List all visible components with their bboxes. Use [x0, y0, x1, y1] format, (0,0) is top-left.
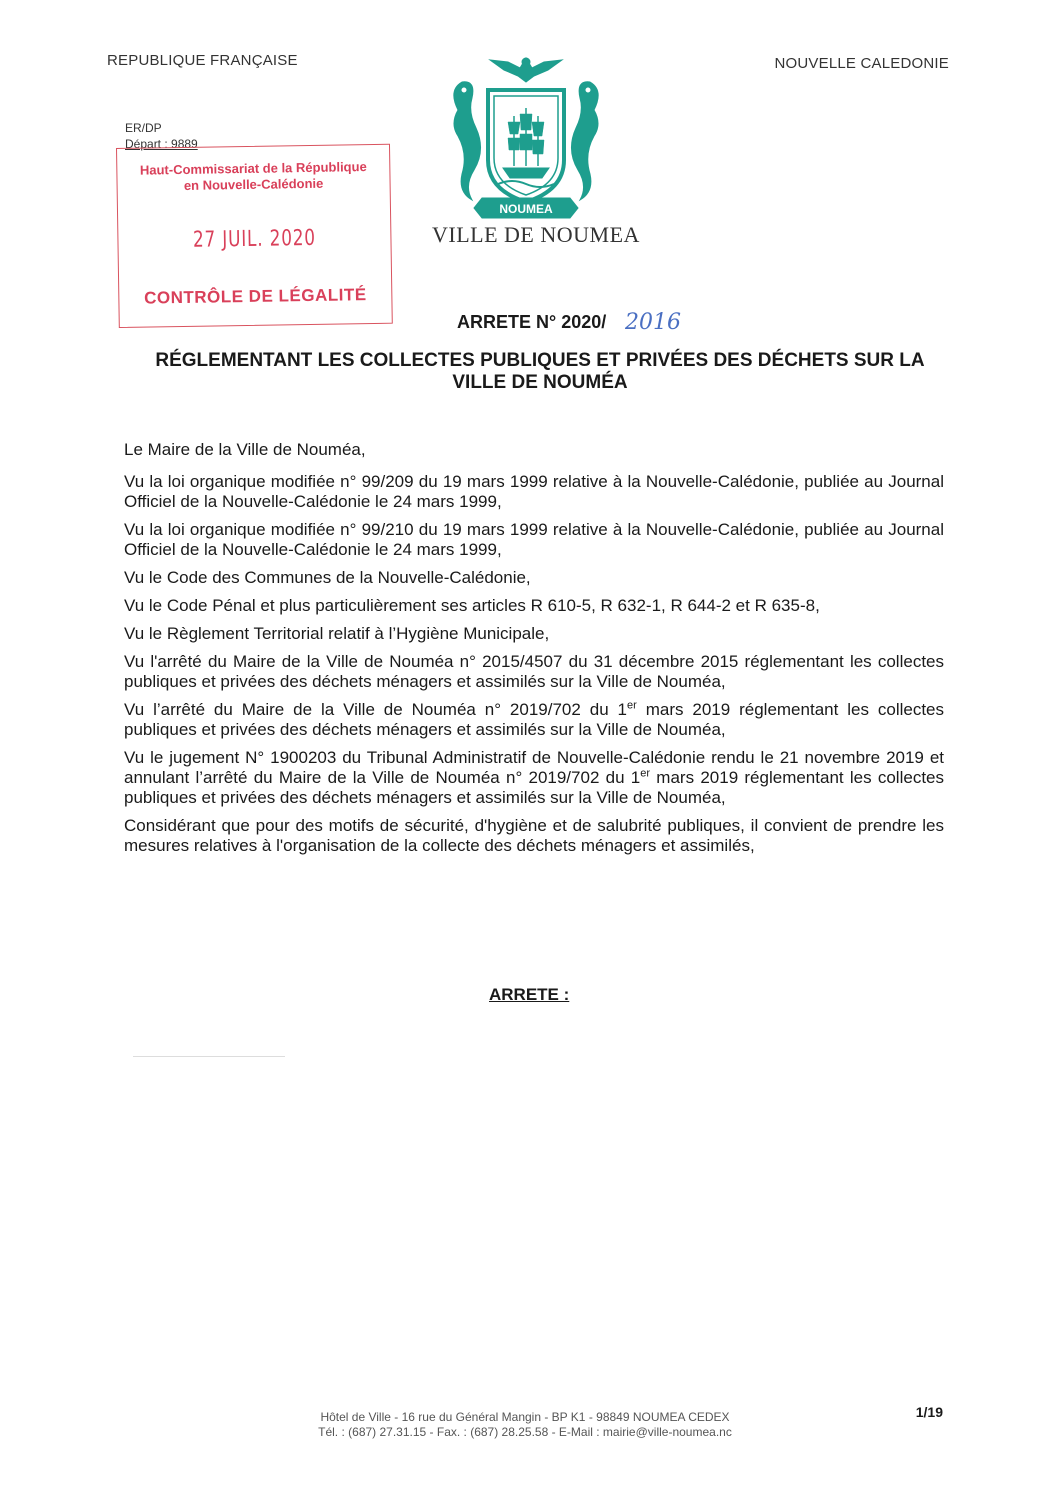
body-vu-reglement: Vu le Règlement Territorial relatif à l’Hygiène Municipale,: [124, 624, 550, 643]
body-intro: Le Maire de la Ville de Nouméa,: [124, 440, 366, 459]
body-vu-arrete-2015: Vu l'arrêté du Maire de la Ville de Nouméa n° 2015/4507 du 31 décembre 2015 réglementant les collectes publiques et privées des déchets ménagers et assimilés sur la Ville de Nouméa,: [124, 652, 944, 691]
reference-depart: Départ : 9889: [125, 137, 198, 151]
arrete-body: [124, 440, 944, 864]
crest-banner-text: NOUMEA: [499, 202, 553, 216]
footer-address-line: Hôtel de Ville - 16 rue du Général Mangin - BP K1 - 98849 NOUMEA CEDEX: [320, 1410, 730, 1424]
arrete-title-line1: RÉGLEMENTANT LES COLLECTES PUBLIQUES ET PRIVÉES DES DÉCHETS SUR LA: [155, 350, 925, 371]
body-vu-arrete-2019-b: mars 2019 réglementant les collectes publiques et privées des déchets ménagers et assimilés sur la Ville de Nouméa,: [124, 700, 944, 739]
body-vu-arrete-2019: [124, 700, 944, 740]
city-crest-logo: [428, 50, 624, 220]
body-vu-code-communes: Vu le Code des Communes de la Nouvelle-Calédonie,: [124, 568, 531, 587]
scan-artifact-divider: [133, 1056, 285, 1057]
arrete-title-line2: VILLE DE NOUMÉA: [452, 372, 628, 393]
arrete-number: ARRETE N° 2020/: [457, 312, 607, 332]
body-vu-code-penal: Vu le Code Pénal et plus particulièrement ses articles R 610-5, R 632-1, R 644-2 et R 635-8,: [124, 596, 820, 615]
body-considerant: Considérant que pour des motifs de sécurité, d'hygiène et de salubrité publiques, il convient de prendre les mesures relatives à l'organisation de la collecte des déchets ménagers et assimilés,: [124, 816, 944, 855]
body-vu-jugement: [124, 748, 944, 808]
body-vu-arrete-2019-sup: er: [627, 699, 637, 712]
header-territory: NOUVELLE CALEDONIE: [774, 55, 949, 72]
stamp-control: CONTRÔLE DE LÉGALITÉ: [143, 285, 367, 308]
stamp-authority: [117, 159, 389, 195]
legality-stamp: [116, 144, 393, 328]
page-number: 1/19: [915, 1404, 943, 1420]
arrete-heading: ARRETE :: [489, 985, 570, 1004]
arrete-title: [100, 350, 980, 394]
header-republique: REPUBLIQUE FRANÇAISE: [107, 52, 298, 69]
body-vu-arrete-2019-a: Vu l’arrêté du Maire de la Ville de Nouméa n° 2019/702 du 1: [124, 700, 628, 719]
stamp-authority-line1: Haut-Commissariat de la République: [139, 159, 367, 178]
stamp-date: 27 JUIL. 2020: [192, 225, 317, 253]
body-vu-jugement-a: Vu le jugement N° 1900203 du Tribunal Administratif de Nouvelle-Calédonie rendu le 21 novembre 2019 et annulant l’arrêté du Maire de la Ville de Nouméa n° 2019/702 du 1: [124, 748, 944, 787]
footer-address: [200, 1410, 850, 1440]
body-vu-loi-210: Vu la loi organique modifiée n° 99/210 du 19 mars 1999 relative à la Nouvelle-Calédonie, publiée au Journal Officiel de la Nouvelle-Calédonie le 24 mars 1999,: [124, 520, 944, 559]
footer-contact-line: Tél. : (687) 27.31.15 - Fax. : (687) 28.25.58 - E-Mail : mairie@ville-noumea.nc: [318, 1425, 732, 1439]
body-vu-loi-209: Vu la loi organique modifiée n° 99/209 du 19 mars 1999 relative à la Nouvelle-Calédonie, publiée au Journal Officiel de la Nouvelle-Calédonie le 24 mars 1999,: [124, 472, 944, 511]
body-vu-jugement-b: mars 2019 réglementant les collectes publiques et privées des déchets ménagers et assimilés sur la Ville de Nouméa,: [124, 768, 944, 807]
body-vu-jugement-sup: er: [640, 767, 651, 780]
stamp-authority-line2: en Nouvelle-Calédonie: [183, 175, 324, 193]
handwritten-arrete-number: [623, 305, 703, 335]
city-name: VILLE DE NOUMEA: [432, 222, 640, 247]
svg-text:2016: 2016: [625, 310, 681, 335]
reference-code: ER/DP: [125, 121, 162, 135]
